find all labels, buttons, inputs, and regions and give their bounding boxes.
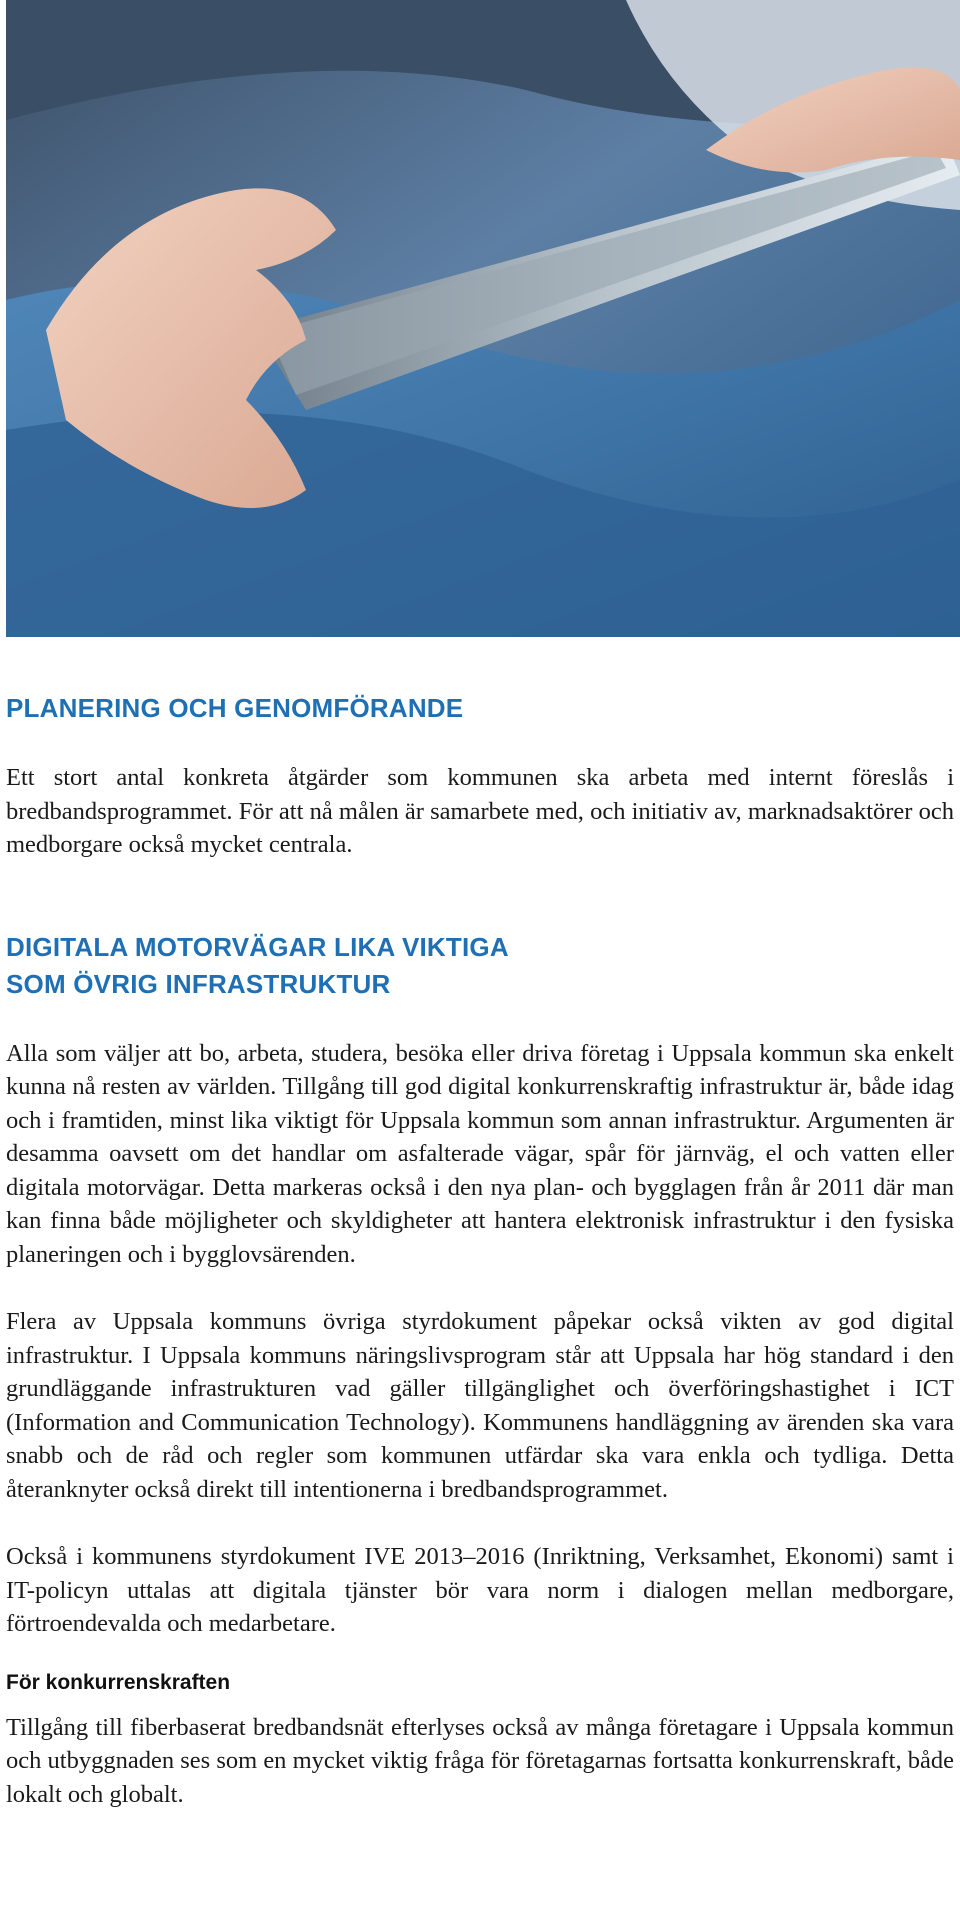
document-content xyxy=(6,690,954,1811)
section-heading xyxy=(6,929,954,1003)
sub-heading: För konkurrenskraften xyxy=(6,1670,231,1694)
heading-line: PLANERING OCH GENOMFÖRANDE xyxy=(6,693,464,723)
section-digitala-motorvagar xyxy=(6,929,954,1812)
body-paragraph: Ett stort antal konkreta åtgärder som kommunen ska arbeta med internt föreslås i bredbandsprogrammet. För att nå målen är samarbete med, och initiativ av, marknadsaktörer och medborgare också mycket centrala. xyxy=(6,764,954,858)
hero-photo-tablet-hands xyxy=(6,0,960,637)
body-paragraph: Flera av Uppsala kommuns övriga styrdokument påpekar också vikten av god digital infrastruktur. I Uppsala kommuns näringslivsprogram står att Uppsala har hög standard i den grundläggande infrastrukturen vad gäller tillgänglighet och överföringshastighet i ICT (Information and Communication Technology). Kommunens handläggning av ärenden ska vara snabb och de råd och regler som kommunen utfärdar ska vara enkla och tydliga. Detta återanknyter också direkt till intentionerna i bredbandsprogrammet. xyxy=(6,1308,954,1503)
section-planering xyxy=(6,690,954,862)
heading-line: SOM ÖVRIG INFRASTRUKTUR xyxy=(6,968,391,999)
hero-photo-illustration xyxy=(6,0,960,637)
body-paragraph: Tillgång till fiberbaserat bredbandsnät efterlyses också av många företagare i Uppsala kommun och utbyggnaden ses som en mycket viktig fråga för företagarnas fortsatta konkurrenskraft, både lokalt och globalt. xyxy=(6,1713,954,1808)
body-paragraph: Också i kommunens styrdokument IVE 2013–2016 (Inriktning, Verksamhet, Ekonomi) samt i IT-policyn uttalas att digitala tjänster bör vara norm i dialogen mellan medborgare, förtroendevalda och medarbetare. xyxy=(6,1543,954,1637)
body-paragraph: Alla som väljer att bo, arbeta, studera, besöka eller driva företag i Uppsala kommun ska enkelt kunna nå resten av världen. Tillgång till god digital konkurrenskraftig infrastruktur är, både idag och i framtiden, minst lika viktigt för Uppsala kommun som annan infrastruktur. Argumenten är desamma oavsett om det handlar om asfalterade vägar, spår för järnväg, el och vatten eller digitala motorvägar. Detta markeras också i den nya plan- och bygglagen från år 2011 där man kan finna både möjligheter och skyldigheter att hantera elektronisk infrastruktur i den fysiska planeringen och i bygglovsärenden. xyxy=(6,1039,954,1268)
heading-line: DIGITALA MOTORVÄGAR LIKA VIKTIGA xyxy=(6,931,509,962)
section-heading xyxy=(6,690,954,727)
